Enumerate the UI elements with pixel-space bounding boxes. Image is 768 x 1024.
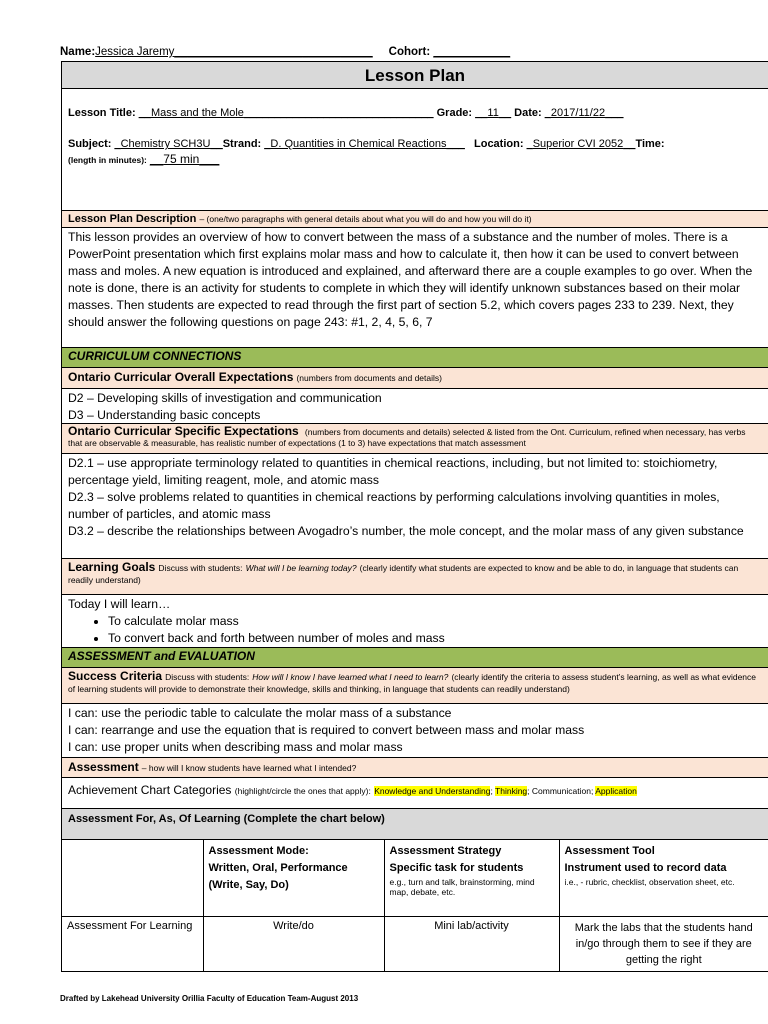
criteria-item: I can: use proper units when describing mass and molar mass <box>68 740 403 754</box>
lesson-plan-form <box>61 61 768 972</box>
overall-item: D3 – Understanding basic concepts <box>68 408 261 422</box>
subject-field[interactable]: _Chemistry SCH3U__ <box>114 138 223 150</box>
goals-intro: Today I will learn… <box>68 597 171 611</box>
strategy-header: Assessment Strategy Specific task for students e.g., turn and talk, brainstorming, mind map, debate, etc. <box>384 840 559 917</box>
success-criteria-heading: Success Criteria Discuss with students: How will I know I have learned what I need to learn? (clearly identify the criteria to assess student’s learning, as well as what evidence of learning students will provide to demonstrate their knowledge, skills and thinking, in language that students can readily understand) <box>62 668 768 704</box>
tool-header: Assessment Tool Instrument used to record data i.e., - rubric, checklist, observation sheet, etc. <box>559 840 768 917</box>
goal-item: • To convert back and forth between number of moles and mass <box>108 630 762 647</box>
assessment-table <box>62 840 768 971</box>
category-application[interactable]: Application <box>595 786 637 796</box>
goal-item: • To calculate molar mass <box>108 613 762 630</box>
row-strategy[interactable]: Mini lab/activity <box>384 917 559 972</box>
name-underline: _______________________________ <box>174 46 373 58</box>
strand-field[interactable]: _D. Quantities in Chemical Reactions___ <box>264 138 465 150</box>
description-heading: Lesson Plan Description – (one/two paragraphs with general details about what you will do and how you will do it) <box>62 211 768 228</box>
time-field[interactable]: __75 min___ <box>149 152 220 166</box>
specific-expectations-list <box>62 454 768 559</box>
overall-expectations-heading: Ontario Curricular Overall Expectations (numbers from documents and details) <box>62 368 768 389</box>
category-knowledge[interactable]: Knowledge and Understanding <box>374 786 491 796</box>
lesson-info <box>62 89 768 211</box>
grade-field[interactable]: __11__ <box>475 107 512 119</box>
row-mode[interactable]: Write/do <box>203 917 384 972</box>
achievement-categories: Achievement Chart Categories (highlight/circle the ones that apply): Knowledge and Understanding; Thinking; Communication; Application <box>62 778 768 809</box>
table-cell-empty <box>62 840 203 917</box>
curriculum-section-heading: CURRICULUM CONNECTIONS <box>62 348 768 368</box>
overall-expectations-list <box>62 389 768 424</box>
specific-expectations-heading: Ontario Curricular Specific Expectations (numbers from documents and details) selected & listed from the Ont. Curriculum, refined when necessary, has verbs that are observable & measurable, has realistic number of expectations (1 to 3) have expectations that match assessment <box>62 424 768 454</box>
name-label: Name: <box>60 46 96 58</box>
form-title: Lesson Plan <box>62 62 768 89</box>
criteria-item: I can: use the periodic table to calculate the molar mass of a substance <box>68 706 452 720</box>
location-field[interactable]: _Superior CVI 2052__ <box>526 138 636 150</box>
learning-goals-heading: Learning Goals Discuss with students: What will I be learning today? (clearly identify what students are expected to know and be able to do, in language that students can readily understand) <box>62 559 768 595</box>
lesson-title-line: Lesson Title: __Mass and the Mole_______________________________ Grade: __11__ Date: _2017/11/22___ <box>68 107 624 119</box>
success-criteria-list <box>62 704 768 758</box>
category-thinking[interactable]: Thinking <box>495 786 528 796</box>
row-label: Assessment For Learning <box>62 917 203 972</box>
assessment-heading: Assessment – how will I know students have learned what I intended? <box>62 758 768 778</box>
assessment-section-heading: ASSESSMENT and EVALUATION <box>62 648 768 668</box>
description-text: This lesson provides an overview of how to convert between the mass of a substance and the number of moles. There is a PowerPoint presentation which first explains molar mass and how to calculate it, then how it can be used to convert between mass and moles. A new equation is introduced and explained, and afterward there are a couple examples to go over. When the note is done, there is an activity for students to complete in which they will identify unknown substances based on their molar masses. Then students are expected to read through the first part of section 5.2, which covers pages 233 to 239. Next, they should answer the following questions on page 243: #1, 2, 4, 5, 6, 7 <box>62 228 768 348</box>
mode-header: Assessment Mode: Written, Oral, Performance (Write, Say, Do) <box>203 840 384 917</box>
time-line: (length in minutes): __75 min___ <box>68 152 220 166</box>
row-tool[interactable]: Mark the labs that the students hand in/go through them to see if they are getting the right <box>574 922 753 966</box>
cohort-field[interactable]: ____________ <box>433 46 511 58</box>
assessment-table-container <box>62 840 768 971</box>
name-cohort-line <box>60 46 510 58</box>
criteria-item: I can: rearrange and use the equation that is required to convert between mass and molar mass <box>68 723 585 737</box>
table-header-row <box>62 840 768 917</box>
overall-item: D2 – Developing skills of investigation and communication <box>68 391 382 405</box>
table-row <box>62 917 768 972</box>
specific-item: D2.3 – solve problems related to quantities in chemical reactions by performing calculations involving quantities in moles, number of particles, and atomic mass <box>68 490 720 521</box>
learning-goals-list <box>62 595 768 648</box>
cohort-label: Cohort: <box>388 46 431 58</box>
footer-credit: Drafted by Lakehead University Orillia Faculty of Education Team-August 2013 <box>60 994 359 1003</box>
name-field[interactable]: Jessica Jaremy <box>95 46 175 58</box>
category-communication[interactable]: Communication <box>531 786 591 796</box>
date-field[interactable]: _2017/11/22___ <box>544 107 624 119</box>
assessment-for-as-of-heading: Assessment For, As, Of Learning (Complete the chart below) <box>62 809 768 840</box>
lesson-title-field[interactable]: __Mass and the Mole_______________________________ <box>138 107 434 119</box>
specific-item: D2.1 – use appropriate terminology related to quantities in chemical reactions, including, but not limited to: stoichiometry, percentage yield, limiting reagent, mole, and atomic mass <box>68 456 718 487</box>
specific-item: D3.2 – describe the relationships between Avogadro’s number, the mole concept, and the molar mass of any given substance <box>68 524 744 538</box>
subject-line: Subject: _Chemistry SCH3U__Strand: _D. Quantities in Chemical Reactions___ Location: _Superior CVI 2052__Time: <box>68 138 665 150</box>
